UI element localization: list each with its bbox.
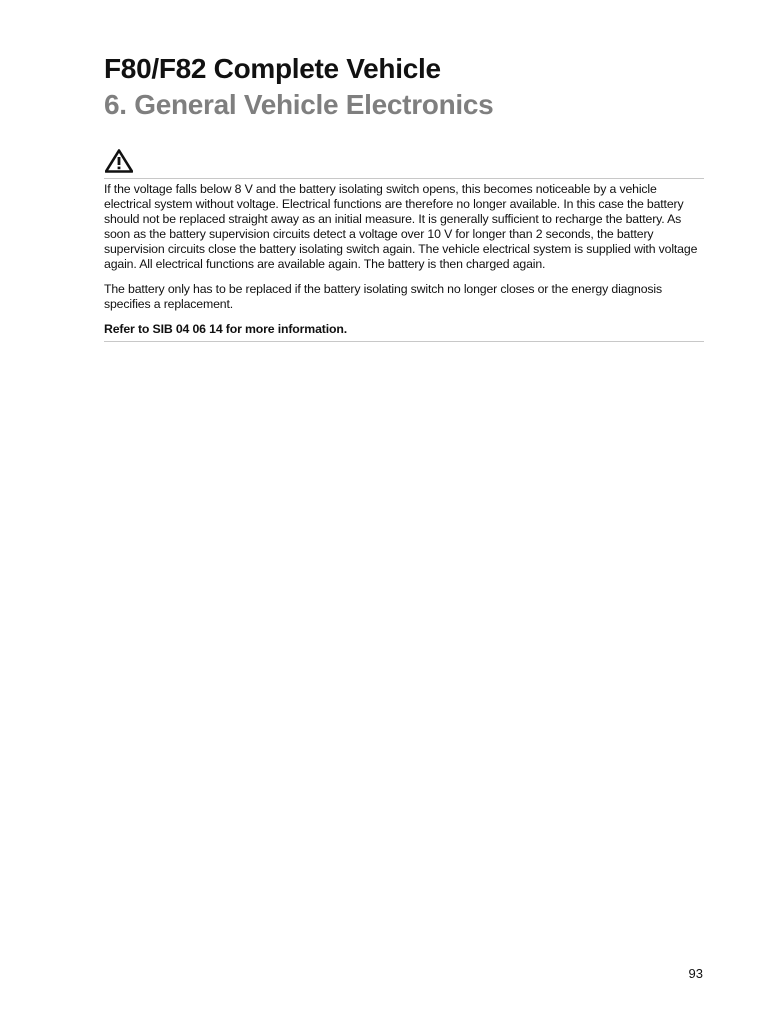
reference-note: Refer to SIB 04 06 14 for more information. [104,322,347,336]
notice-paragraph: The battery only has to be replaced if the battery isolating switch no longer closes or the energy diagnosis specifies a replacement. [104,282,662,311]
page-number: 93 [688,966,703,981]
warning-notice [104,178,704,342]
notice-paragraph: If the voltage falls below 8 V and the battery isolating switch opens, this becomes noticeable by a vehicle electrical system without voltage. Electrical functions are therefore no longer available. In this case the battery should not be replaced straight away as an initial measure. It is generally sufficient to recharge the battery. As soon as the battery supervision circuits detect a voltage over 10 V for longer than 2 seconds, the battery supervision circuits close the battery isolating switch again. The vehicle electrical system is supplied with voltage again. All electrical functions are available again. The battery is then charged again. [104,182,698,271]
page-title: F80/F82 Complete Vehicle [104,53,441,84]
title-block [104,52,704,124]
section-title: 6. General Vehicle Electronics [104,89,494,120]
warning-triangle-icon [105,149,133,173]
